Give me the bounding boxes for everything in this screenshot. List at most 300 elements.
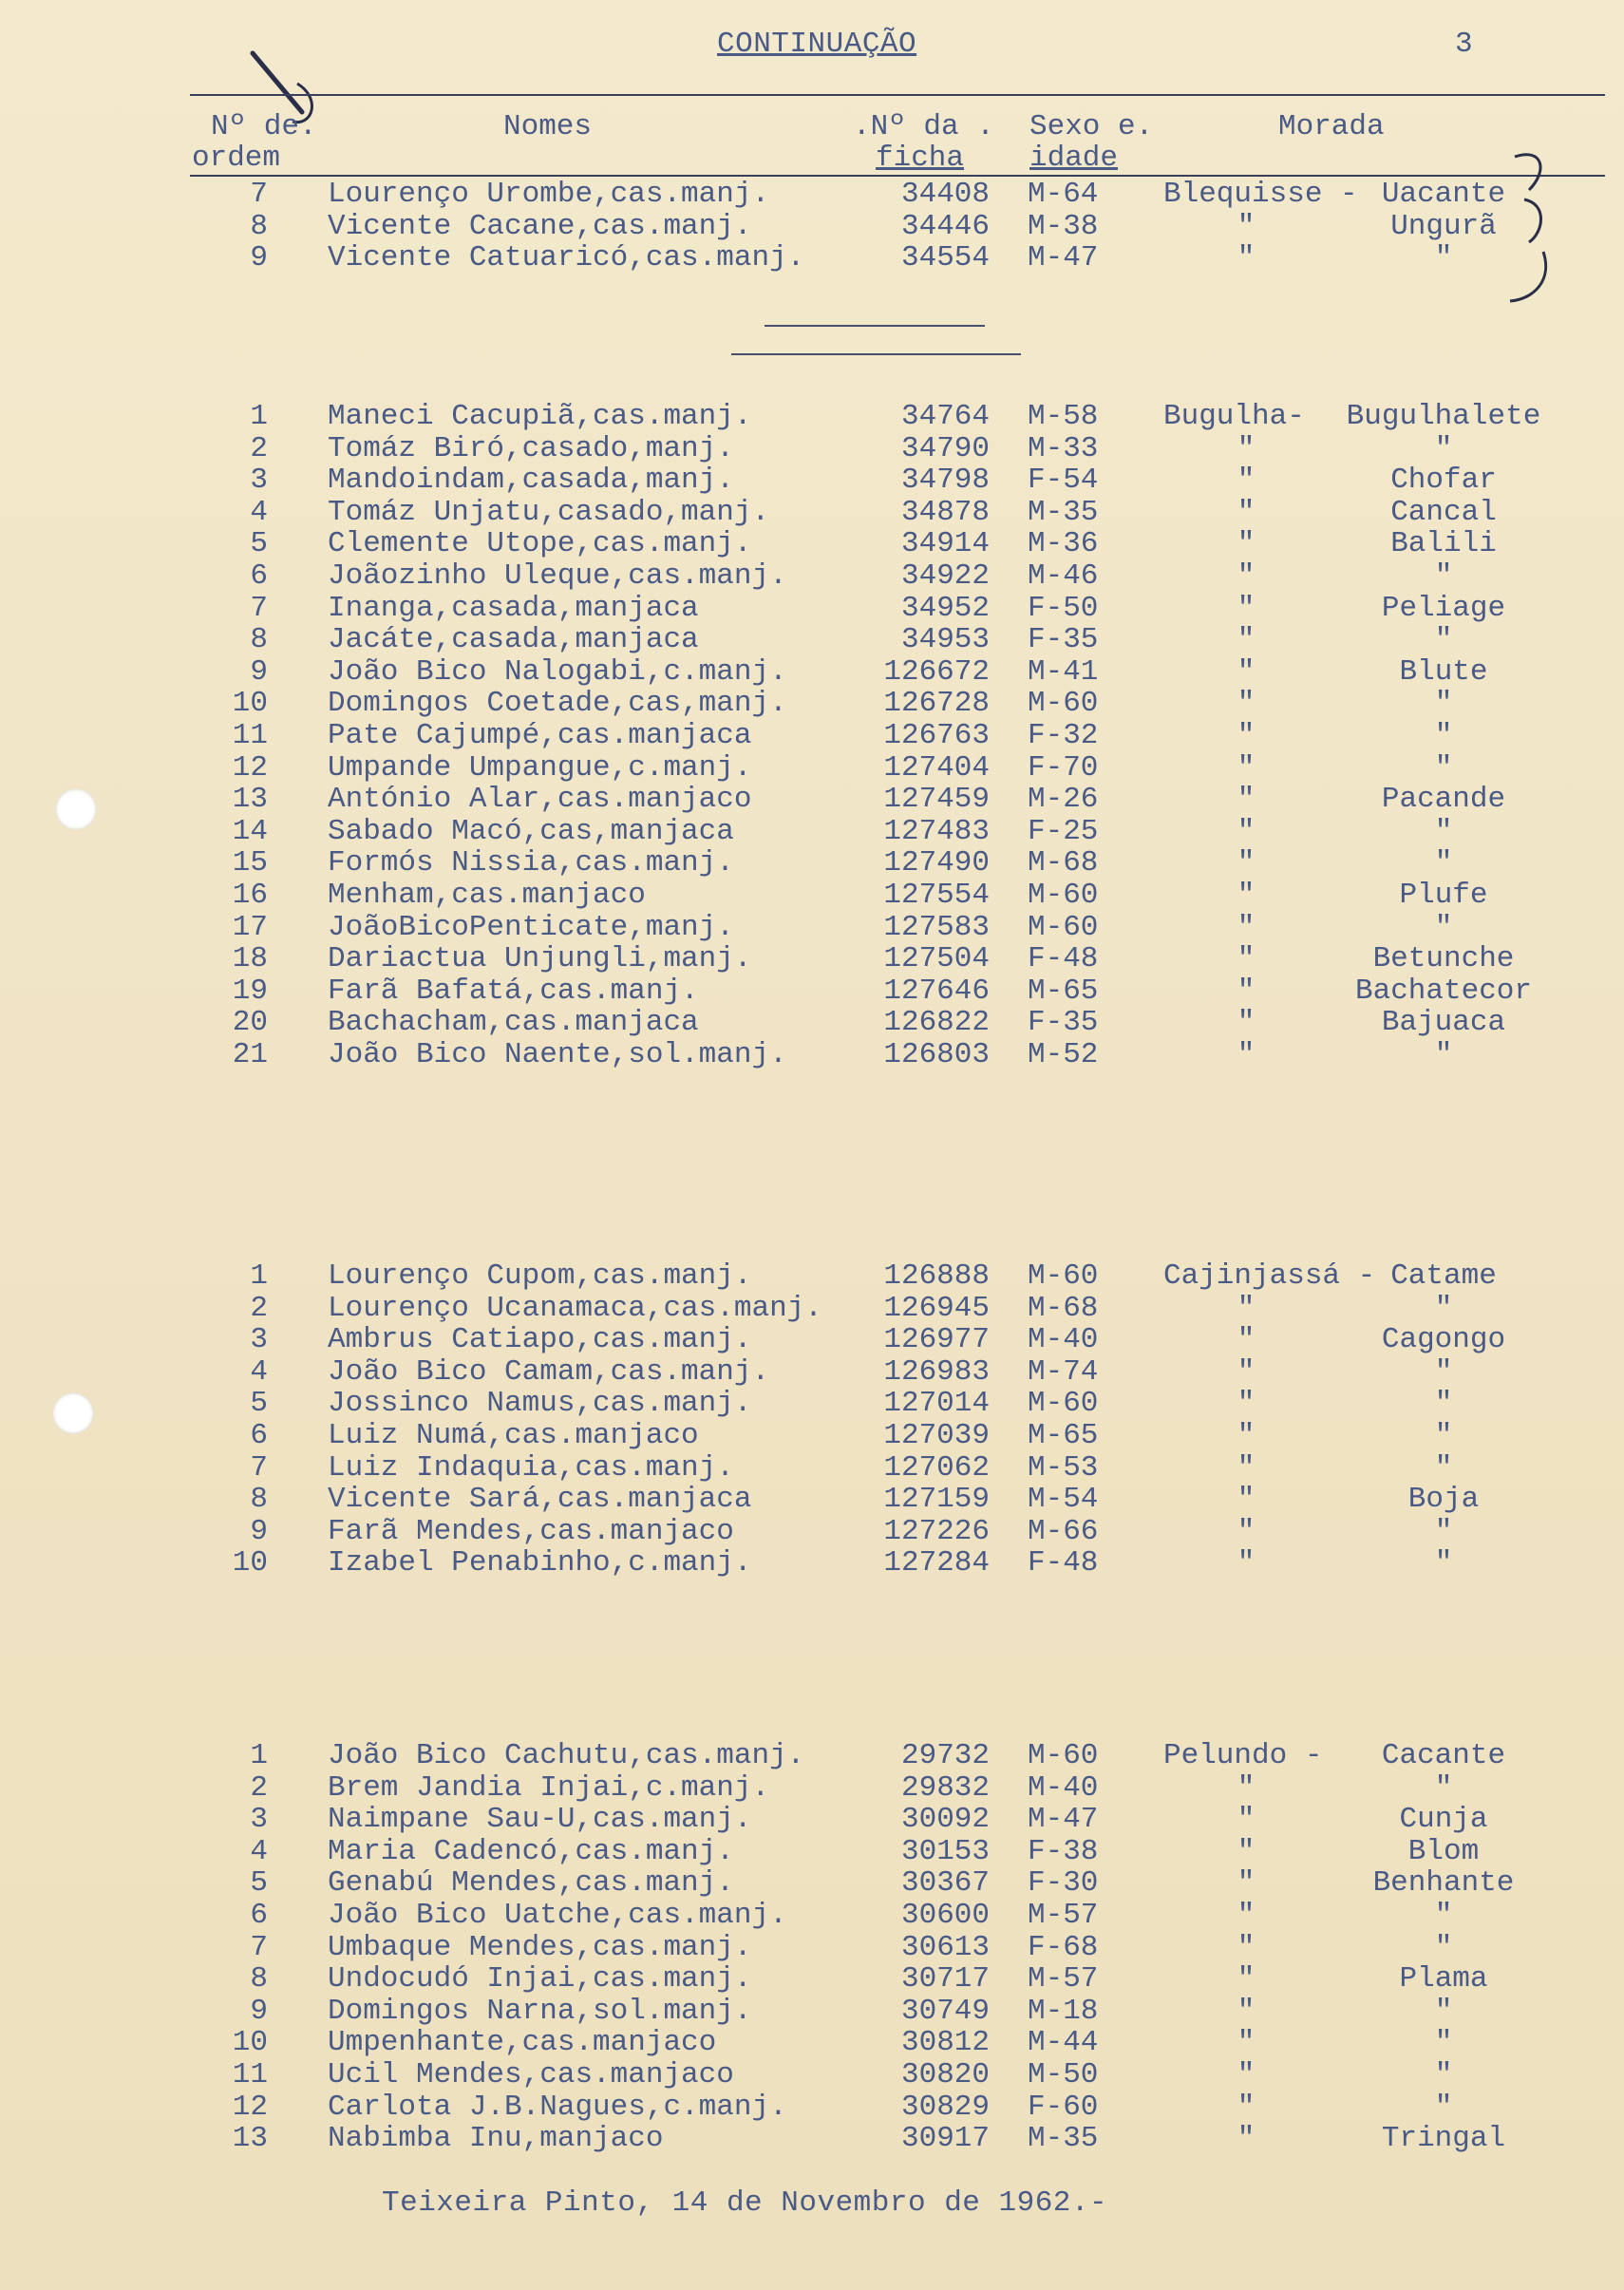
row-name: Maneci Cacupiã,cas.manj. <box>328 400 752 433</box>
row-number: 8 <box>250 623 268 657</box>
row-ficha: 126983 <box>883 1354 990 1389</box>
table-row <box>0 593 1624 624</box>
row-ficha: 29832 <box>900 1770 990 1805</box>
row-tabanca: " <box>1434 719 1453 752</box>
row-name: Domingos Coetade,cas,manj. <box>328 687 787 721</box>
table-row <box>0 401 1624 432</box>
row-name: Umpande Umpangue,c.manj. <box>328 750 752 785</box>
row-name: Dariactua Unjungli,manj. <box>328 942 752 976</box>
row-sex-age: M-41 <box>1028 654 1099 689</box>
row-village: " <box>1237 209 1256 243</box>
row-village: " <box>1237 431 1256 465</box>
row-number: 6 <box>250 1419 268 1452</box>
row-number: 6 <box>250 559 268 593</box>
row-village: " <box>1237 879 1256 912</box>
table-row <box>0 1740 1624 1771</box>
row-ficha: 30917 <box>900 2122 990 2156</box>
row-ficha: 127554 <box>883 879 990 912</box>
row-tabanca: " <box>1434 1038 1453 1071</box>
row-village: " <box>1237 1038 1256 1071</box>
row-village: " <box>1237 1450 1256 1485</box>
row-name: Genabú Mendes,cas.manj. <box>328 1866 734 1901</box>
row-ficha: 127284 <box>883 1546 990 1580</box>
row-tabanca: " <box>1434 1450 1453 1485</box>
table-row <box>0 624 1624 655</box>
table-row <box>0 2059 1624 2091</box>
row-village: " <box>1237 2090 1256 2124</box>
row-name: Undocudó Injai,cas.manj. <box>328 1962 752 1997</box>
row-tabanca: Ungurã <box>1390 209 1497 243</box>
row-sex-age: M-47 <box>1028 241 1099 275</box>
row-village: " <box>1237 814 1256 848</box>
row-ficha: 34446 <box>900 209 990 243</box>
row-name: Formós Nissia,cas.manj. <box>328 846 734 880</box>
row-name: Tomáz Unjatu,casado,manj. <box>328 495 770 529</box>
table-row <box>0 433 1624 464</box>
table-row <box>0 752 1624 784</box>
row-sex-age: M-57 <box>1028 1962 1099 1997</box>
table-row <box>0 2027 1624 2058</box>
row-number: 11 <box>232 2058 268 2091</box>
table-row <box>0 1836 1624 1867</box>
row-sex-age: M-40 <box>1028 1770 1099 1805</box>
row-village: " <box>1237 1930 1256 1964</box>
header-top-rule <box>190 94 1605 96</box>
table-row <box>0 1452 1624 1484</box>
row-sex-age: M-52 <box>1028 1038 1099 1071</box>
row-sex-age: F-54 <box>1028 464 1099 498</box>
row-village: " <box>1237 1483 1256 1517</box>
row-ficha: 34914 <box>900 527 990 561</box>
row-sex-age: F-70 <box>1028 750 1099 785</box>
row-name: Jossinco Namus,cas.manj. <box>328 1387 752 1421</box>
row-name: Joãozinho Uleque,cas.manj. <box>328 559 787 593</box>
row-ficha: 34798 <box>900 464 990 498</box>
row-sex-age: M-65 <box>1028 974 1099 1008</box>
row-sex-age: M-66 <box>1028 1514 1099 1548</box>
row-number: 13 <box>232 2122 268 2156</box>
row-ficha: 30717 <box>900 1962 990 1997</box>
table-row <box>0 497 1624 528</box>
row-name: Tomáz Biró,casado,manj. <box>328 431 734 465</box>
table-row <box>0 1007 1624 1038</box>
row-number: 7 <box>250 1930 268 1964</box>
row-number: 5 <box>250 1387 268 1421</box>
row-name: João Bico Cachutu,cas.manj. <box>328 1739 805 1772</box>
col-header-names: Nomes <box>503 110 593 143</box>
row-number: 8 <box>250 209 268 243</box>
row-sex-age: M-64 <box>1028 178 1099 211</box>
row-name: João Bico Uatche,cas.manj. <box>328 1899 787 1932</box>
row-ficha: 34764 <box>900 400 990 433</box>
row-number: 3 <box>250 1803 268 1837</box>
row-ficha: 127646 <box>883 974 990 1008</box>
row-sex-age: M-46 <box>1028 559 1099 593</box>
row-tabanca: Tringal <box>1381 2122 1506 2156</box>
row-village: " <box>1237 495 1256 529</box>
row-number: 12 <box>232 750 268 785</box>
row-sex-age: F-35 <box>1028 623 1099 657</box>
table-row <box>0 1547 1624 1579</box>
row-tabanca: " <box>1434 814 1453 848</box>
row-village: " <box>1237 1006 1256 1040</box>
row-tabanca: " <box>1434 431 1453 465</box>
table-row <box>0 1356 1624 1388</box>
row-number: 7 <box>250 591 268 625</box>
row-ficha: 126822 <box>883 1006 990 1040</box>
col-header-number: Nº de. <box>211 110 317 143</box>
row-village: " <box>1237 1994 1256 2028</box>
row-name: João Bico Naente,sol.manj. <box>328 1038 787 1071</box>
row-number: 7 <box>250 178 268 211</box>
row-number: 1 <box>250 1259 268 1293</box>
row-number: 8 <box>250 1483 268 1517</box>
row-ficha: 30600 <box>900 1899 990 1932</box>
row-number: 12 <box>232 2090 268 2124</box>
row-sex-age: F-25 <box>1028 814 1099 848</box>
row-village: " <box>1237 1770 1256 1805</box>
row-sex-age: M-50 <box>1028 2058 1099 2091</box>
row-sex-age: M-47 <box>1028 1803 1099 1837</box>
row-sex-age: M-65 <box>1028 1419 1099 1452</box>
row-ficha: 127062 <box>883 1450 990 1485</box>
row-name: Luiz Indaquia,cas.manj. <box>328 1450 734 1485</box>
row-ficha: 30820 <box>900 2058 990 2091</box>
row-ficha: 30613 <box>900 1930 990 1964</box>
row-tabanca: Uacante <box>1381 178 1506 211</box>
table-row <box>0 1996 1624 2027</box>
row-number: 4 <box>250 1354 268 1389</box>
row-sex-age: M-68 <box>1028 846 1099 880</box>
table-row <box>0 1039 1624 1070</box>
row-tabanca: " <box>1434 1899 1453 1932</box>
row-name: João Bico Nalogabi,c.manj. <box>328 654 787 689</box>
row-number: 9 <box>250 1994 268 2028</box>
row-number: 14 <box>232 814 268 848</box>
table-row <box>0 1420 1624 1451</box>
row-sex-age: F-48 <box>1028 1546 1099 1580</box>
table-row <box>0 1324 1624 1355</box>
row-tabanca: " <box>1434 1419 1453 1452</box>
row-tabanca: " <box>1434 1291 1453 1325</box>
row-number: 9 <box>250 241 268 275</box>
row-sex-age: M-18 <box>1028 1994 1099 2028</box>
row-sex-age: M-36 <box>1028 527 1099 561</box>
table-row <box>0 528 1624 559</box>
row-village: " <box>1237 623 1256 657</box>
row-ficha: 127483 <box>883 814 990 848</box>
row-name: Izabel Penabinho,c.manj. <box>328 1546 752 1580</box>
row-tabanca: Chofar <box>1390 464 1497 498</box>
row-name: Vicente Cacane,cas.manj. <box>328 209 752 243</box>
row-name: Carlota J.B.Nagues,c.manj. <box>328 2090 787 2124</box>
row-name: Umbaque Mendes,cas.manj. <box>328 1930 752 1964</box>
row-village: " <box>1237 2122 1256 2156</box>
row-tabanca: " <box>1434 846 1453 880</box>
row-ficha: 126672 <box>883 654 990 689</box>
col-header-morada: Morada <box>1278 110 1385 143</box>
col-header-order: ordem <box>192 142 281 175</box>
row-number: 18 <box>232 942 268 976</box>
row-tabanca: Bachatecor <box>1354 974 1533 1008</box>
row-sex-age: M-68 <box>1028 1291 1099 1325</box>
row-ficha: 34952 <box>900 591 990 625</box>
row-ficha: 34878 <box>900 495 990 529</box>
table-row <box>0 943 1624 975</box>
separator-line-2 <box>731 353 1021 355</box>
row-ficha: 34554 <box>900 241 990 275</box>
row-tabanca: Cunja <box>1399 1803 1488 1837</box>
row-tabanca: " <box>1434 910 1453 944</box>
row-number: 4 <box>250 495 268 529</box>
table-row <box>0 847 1624 879</box>
row-tabanca: Cagongo <box>1381 1323 1506 1357</box>
row-sex-age: M-38 <box>1028 209 1099 243</box>
row-name: Umpenhante,cas.manjaco <box>328 2026 717 2060</box>
row-tabanca: " <box>1434 687 1453 721</box>
table-row <box>0 975 1624 1007</box>
table-row <box>0 1388 1624 1419</box>
table-row <box>0 242 1624 274</box>
row-village: " <box>1237 1354 1256 1389</box>
row-sex-age: F-30 <box>1028 1866 1099 1901</box>
row-number: 13 <box>232 783 268 817</box>
table-row <box>0 656 1624 688</box>
row-tabanca: Betunche <box>1372 942 1515 976</box>
row-name: Farã Mendes,cas.manjaco <box>328 1514 734 1548</box>
row-number: 3 <box>250 1323 268 1357</box>
row-village: " <box>1237 527 1256 561</box>
row-sex-age: M-35 <box>1028 2122 1099 2156</box>
row-tabanca: " <box>1434 1930 1453 1964</box>
row-village: " <box>1237 1419 1256 1452</box>
row-tabanca: " <box>1434 2090 1453 2124</box>
header-bottom-rule <box>190 175 1605 177</box>
row-tabanca: " <box>1434 1770 1453 1805</box>
row-tabanca: Plufe <box>1399 879 1488 912</box>
row-village: " <box>1237 1899 1256 1932</box>
row-number: 10 <box>232 687 268 721</box>
table-row <box>0 880 1624 911</box>
row-sex-age: M-26 <box>1028 783 1099 817</box>
row-tabanca: Cacante <box>1381 1739 1506 1772</box>
row-tabanca: Blute <box>1399 654 1488 689</box>
table-row <box>0 1772 1624 1804</box>
row-tabanca: Plama <box>1399 1962 1488 1997</box>
row-ficha: 127159 <box>883 1483 990 1517</box>
row-number: 15 <box>232 846 268 880</box>
table-row <box>0 2123 1624 2154</box>
row-tabanca: " <box>1434 241 1453 275</box>
row-number: 4 <box>250 1834 268 1868</box>
row-tabanca: " <box>1434 1514 1453 1548</box>
row-village: Cajinjassá - <box>1163 1259 1376 1293</box>
row-sex-age: M-74 <box>1028 1354 1099 1389</box>
row-sex-age: M-53 <box>1028 1450 1099 1485</box>
row-tabanca: Boja <box>1407 1483 1480 1517</box>
row-village: " <box>1237 719 1256 752</box>
row-number: 2 <box>250 1291 268 1325</box>
col-header-sex: Sexo e. <box>1029 110 1154 143</box>
row-name: Lourenço Cupom,cas.manj. <box>328 1259 752 1293</box>
row-ficha: 127039 <box>883 1419 990 1452</box>
row-village: Blequisse - <box>1163 178 1358 211</box>
col-header-age: idade <box>1029 142 1119 175</box>
row-sex-age: M-33 <box>1028 431 1099 465</box>
row-name: Pate Cajumpé,cas.manjaca <box>328 719 752 752</box>
row-tabanca: " <box>1434 623 1453 657</box>
row-ficha: 126977 <box>883 1323 990 1357</box>
table-row <box>0 560 1624 592</box>
row-ficha: 126803 <box>883 1038 990 1071</box>
row-number: 11 <box>232 719 268 752</box>
col-header-ficha: .Nº da . <box>853 110 994 143</box>
row-village: " <box>1237 1514 1256 1548</box>
table-row <box>0 1932 1624 1963</box>
row-sex-age: M-60 <box>1028 1739 1099 1772</box>
row-ficha: 127226 <box>883 1514 990 1548</box>
row-number: 2 <box>250 431 268 465</box>
row-tabanca: Cancal <box>1390 495 1497 529</box>
row-ficha: 126763 <box>883 719 990 752</box>
row-ficha: 127459 <box>883 783 990 817</box>
row-ficha: 30829 <box>900 2090 990 2124</box>
row-tabanca: Catame <box>1390 1259 1497 1293</box>
row-sex-age: M-60 <box>1028 687 1099 721</box>
row-number: 6 <box>250 1899 268 1932</box>
row-name: Brem Jandia Injai,c.manj. <box>328 1770 770 1805</box>
punch-hole <box>52 1392 94 1434</box>
row-name: Menham,cas.manjaco <box>328 879 646 912</box>
table-row <box>0 784 1624 815</box>
table-row <box>0 179 1624 210</box>
row-number: 10 <box>232 2026 268 2060</box>
separator-line-1 <box>765 325 985 327</box>
row-sex-age: M-60 <box>1028 1259 1099 1293</box>
row-village: " <box>1237 241 1256 275</box>
row-name: Naimpane Sau-U,cas.manj. <box>328 1803 752 1837</box>
row-name: Ambrus Catiapo,cas.manj. <box>328 1323 752 1357</box>
row-ficha: 127404 <box>883 750 990 785</box>
row-tabanca: Bajuaca <box>1381 1006 1506 1040</box>
row-ficha: 34408 <box>900 178 990 211</box>
row-sex-age: F-50 <box>1028 591 1099 625</box>
row-ficha: 34922 <box>900 559 990 593</box>
table-row <box>0 1900 1624 1931</box>
row-name: Farã Bafatá,cas.manj. <box>328 974 699 1008</box>
row-ficha: 34790 <box>900 431 990 465</box>
row-village: " <box>1237 654 1256 689</box>
page-title: CONTINUAÇÃO <box>717 28 917 61</box>
row-sex-age: M-57 <box>1028 1899 1099 1932</box>
row-tabanca: Benhante <box>1372 1866 1515 1901</box>
table-row <box>0 1260 1624 1292</box>
row-number: 9 <box>250 654 268 689</box>
row-sex-age: F-60 <box>1028 2090 1099 2124</box>
table-row <box>0 1867 1624 1899</box>
row-ficha: 30092 <box>900 1803 990 1837</box>
row-number: 17 <box>232 910 268 944</box>
row-name: Maria Cadencó,cas.manj. <box>328 1834 734 1868</box>
row-tabanca: Blom <box>1407 1834 1480 1868</box>
table-row <box>0 1804 1624 1835</box>
table-row <box>0 464 1624 496</box>
row-village: " <box>1237 1866 1256 1901</box>
row-sex-age: M-54 <box>1028 1483 1099 1517</box>
row-village: " <box>1237 910 1256 944</box>
row-ficha: 30812 <box>900 2026 990 2060</box>
row-ficha: 34953 <box>900 623 990 657</box>
row-village: " <box>1237 1387 1256 1421</box>
row-name: Jacáte,casada,manjaca <box>328 623 699 657</box>
row-sex-age: M-58 <box>1028 400 1099 433</box>
row-name: Lourenço Ucanamaca,cas.manj. <box>328 1291 822 1325</box>
row-village: " <box>1237 1291 1256 1325</box>
table-row <box>0 1516 1624 1547</box>
row-number: 5 <box>250 527 268 561</box>
row-village: " <box>1237 464 1256 498</box>
row-sex-age: F-35 <box>1028 1006 1099 1040</box>
row-village: Pelundo - <box>1163 1739 1323 1772</box>
row-tabanca: " <box>1434 1387 1453 1421</box>
row-ficha: 126728 <box>883 687 990 721</box>
row-tabanca: " <box>1434 2058 1453 2091</box>
row-village: " <box>1237 2058 1256 2091</box>
row-ficha: 127490 <box>883 846 990 880</box>
row-number: 8 <box>250 1962 268 1997</box>
row-ficha: 29732 <box>900 1739 990 1772</box>
row-sex-age: M-35 <box>1028 495 1099 529</box>
row-village: " <box>1237 942 1256 976</box>
row-tabanca: " <box>1434 1354 1453 1389</box>
row-name: António Alar,cas.manjaco <box>328 783 752 817</box>
row-village: " <box>1237 846 1256 880</box>
row-number: 19 <box>232 974 268 1008</box>
punch-hole <box>55 788 97 830</box>
row-name: Mandoindam,casada,manj. <box>328 464 734 498</box>
row-village: " <box>1237 591 1256 625</box>
page-number: 3 <box>1455 28 1474 61</box>
row-sex-age: F-48 <box>1028 942 1099 976</box>
table-row <box>0 211 1624 242</box>
row-number: 1 <box>250 1739 268 1772</box>
table-row <box>0 688 1624 719</box>
row-sex-age: F-68 <box>1028 1930 1099 1964</box>
table-row <box>0 912 1624 943</box>
row-name: Lourenço Urombe,cas.manj. <box>328 178 770 211</box>
row-village: " <box>1237 750 1256 785</box>
row-village: " <box>1237 1834 1256 1868</box>
row-sex-age: M-40 <box>1028 1323 1099 1357</box>
table-row <box>0 816 1624 847</box>
row-number: 1 <box>250 400 268 433</box>
col-header-ficha-2: ficha <box>876 142 965 175</box>
row-ficha: 127014 <box>883 1387 990 1421</box>
row-number: 3 <box>250 464 268 498</box>
row-number: 2 <box>250 1770 268 1805</box>
row-tabanca: " <box>1434 1546 1453 1580</box>
row-sex-age: F-38 <box>1028 1834 1099 1868</box>
row-number: 5 <box>250 1866 268 1901</box>
table-row <box>0 1963 1624 1995</box>
row-name: Sabado Macó,cas,manjaca <box>328 814 734 848</box>
row-sex-age: M-60 <box>1028 1387 1099 1421</box>
row-village: " <box>1237 783 1256 817</box>
row-tabanca: " <box>1434 1994 1453 2028</box>
row-village: " <box>1237 1546 1256 1580</box>
row-village: " <box>1237 1962 1256 1997</box>
row-sex-age: M-60 <box>1028 879 1099 912</box>
